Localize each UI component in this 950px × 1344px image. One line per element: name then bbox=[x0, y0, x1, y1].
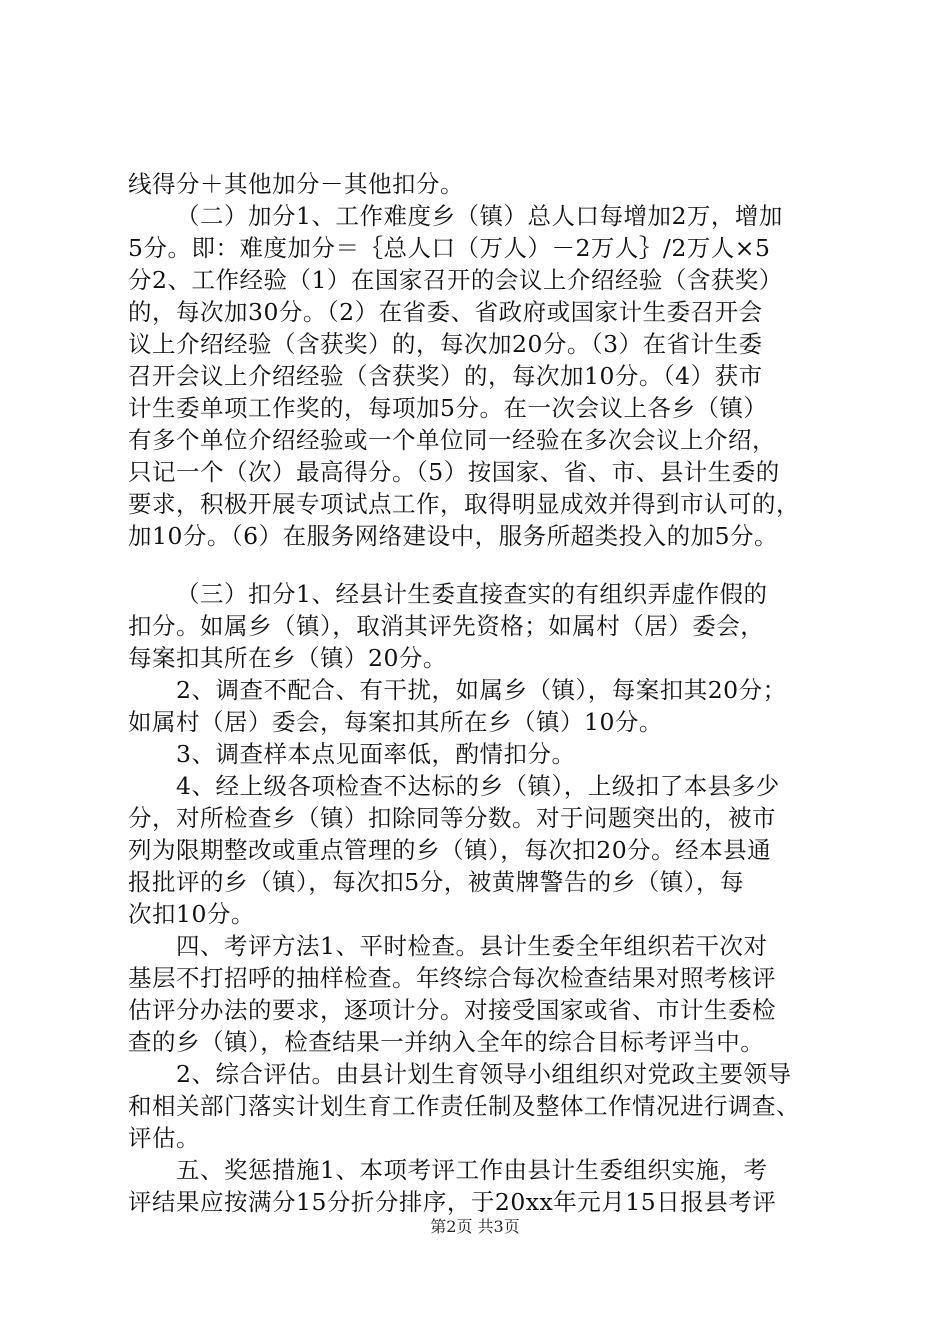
text-line: （二）加分1、工作难度乡（镇）总人口每增加2万，增加 bbox=[176, 202, 783, 230]
paragraph-gap bbox=[128, 552, 842, 578]
text-line: 3、调查样本点见面率低，酌情扣分。 bbox=[176, 740, 576, 768]
text-line: 加10分。（6）在服务网络建设中，服务所超类投入的加5分。 bbox=[128, 522, 779, 550]
text-line: 查的乡（镇），检查结果一并纳入全年的综合目标考评当中。 bbox=[128, 1028, 765, 1056]
text-line: （三）扣分1、经县计生委直接查实的有组织弄虚作假的 bbox=[176, 580, 768, 608]
text-line: 2、综合评估。由县计划生育领导小组组织对党政主要领导 bbox=[176, 1060, 792, 1088]
text-line: 计生委单项工作奖的，每项加5分。在一次会议上各乡（镇） bbox=[128, 394, 768, 422]
text-line: 四、考评方法1、平时检查。县计生委全年组织若干次对 bbox=[176, 932, 768, 960]
page-footer: 第2页 共3页 bbox=[430, 1217, 520, 1236]
text-line: 扣分。如属乡（镇），取消其评先资格；如属村（居）委会， bbox=[128, 612, 765, 640]
text-line: 列为限期整改或重点管理的乡（镇），每次扣20分。经本县通 bbox=[128, 836, 772, 864]
text-line: 基层不打招呼的抽样检查。年终综合每次检查结果对照考核评 bbox=[128, 964, 776, 992]
text-line: 评结果应按满分15分折分排序，于20xx年元月15日报县考评 bbox=[128, 1188, 777, 1216]
text-line: 分2、工作经验（1）在国家召开的会议上介绍经验（含获奖） bbox=[128, 266, 783, 294]
text-line: 报批评的乡（镇），每次扣5分，被黄牌警告的乡（镇），每 bbox=[128, 868, 744, 896]
text-line: 估评分办法的要求，逐项计分。对接受国家或省、市计生委检 bbox=[128, 996, 776, 1024]
body-text bbox=[128, 168, 842, 1218]
text-line: 五、奖惩措施1、本项考评工作由县计生委组织实施，考 bbox=[176, 1156, 768, 1184]
text-line: 评估。 bbox=[128, 1124, 200, 1152]
text-line: 的，每次加30分。（2）在省委、省政府或国家计生委召开会 bbox=[128, 298, 763, 326]
text-line: 分，对所检查乡（镇）扣除同等分数。对于问题突出的，被市 bbox=[128, 804, 776, 832]
text-line: 2、调查不配合、有干扰，如属乡（镇），每案扣其20分； bbox=[176, 676, 787, 704]
text-line: 线得分＋其他加分－其他扣分。 bbox=[128, 170, 464, 198]
text-line: 次扣10分。 bbox=[128, 900, 255, 928]
text-line: 4、经上级各项检查不达标的乡（镇），上级扣了本县多少 bbox=[176, 772, 780, 800]
text-line: 召开会议上介绍经验（含获奖）的，每次加10分。（4）获市 bbox=[128, 362, 763, 390]
text-line: 议上介绍经验（含获奖）的，每次加20分。（3）在省计生委 bbox=[128, 330, 763, 358]
text-line: 要求，积极开展专项试点工作，取得明显成效并得到市认可的， bbox=[128, 490, 800, 518]
text-line: 和相关部门落实计划生育工作责任制及整体工作情况进行调查、 bbox=[128, 1092, 800, 1120]
text-line: 有多个单位介绍经验或一个单位同一经验在多次会议上介绍， bbox=[128, 426, 776, 454]
text-line: 只记一个（次）最高得分。（5）按国家、省、市、县计生委的 bbox=[128, 458, 780, 486]
text-line: 5分。即：难度加分＝｛总人口（万人）－2万人｝/2万人×5 bbox=[128, 234, 771, 262]
text-line: 每案扣其所在乡（镇）20分。 bbox=[128, 644, 447, 672]
text-line: 如属村（居）委会，每案扣其所在乡（镇）10分。 bbox=[128, 708, 663, 736]
